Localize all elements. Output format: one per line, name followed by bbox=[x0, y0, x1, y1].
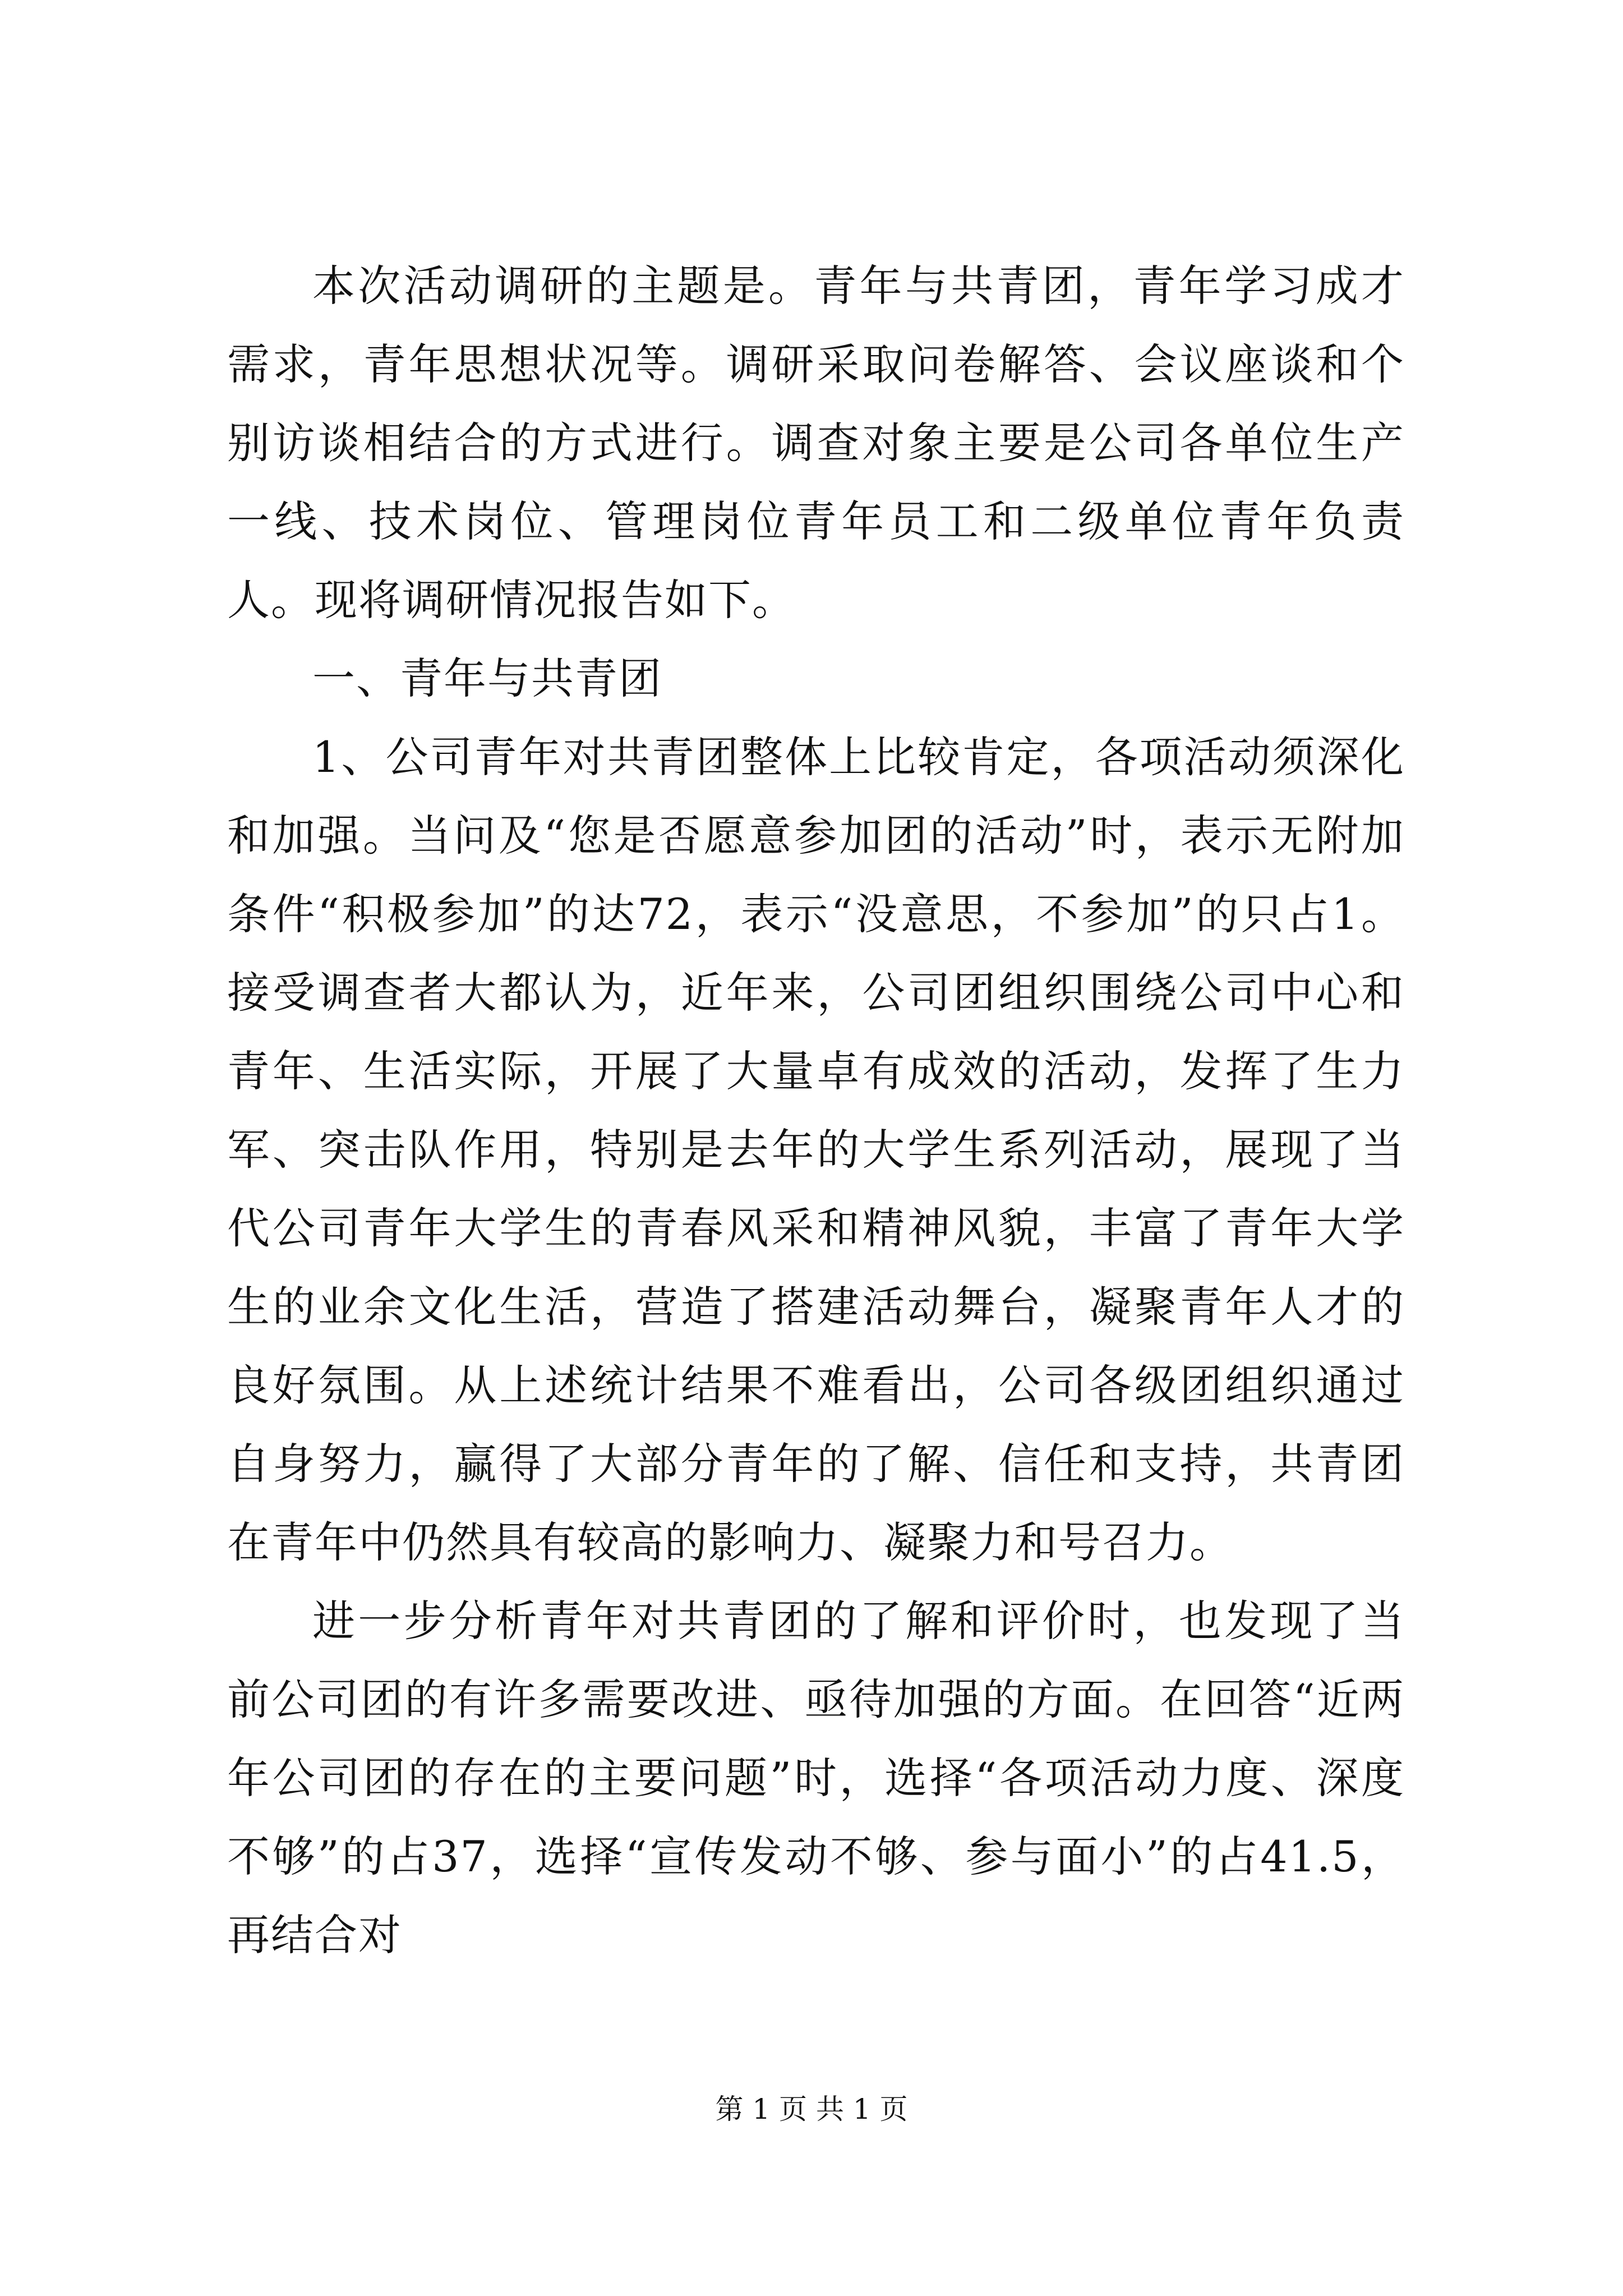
page-footer: 第 1 页 共 1 页 bbox=[715, 2093, 908, 2125]
section-heading: 一、青年与共青团 bbox=[312, 654, 662, 703]
document-body bbox=[227, 247, 1405, 1975]
analysis-paragraph: 进一步分析青年对共青团的了解和评价时，也发现了当前公司团的有许多需要改进、亟待加强的方面。在回答“近两年公司团的存在的主要问题”时，选择“各项活动力度、深度不够”的占37，选择“宣传发动不够、参与面小”的占41.5，再结合对 bbox=[227, 1596, 1405, 1960]
finding-paragraph: 1、公司青年对共青团整体上比较肯定，各项活动须深化和加强。当问及“您是否愿意参加团的活动”时，表示无附加条件“积极参加”的达72，表示“没意思，不参加”的只占1。接受调查者大都认为，近年来，公司团组织围绕公司中心和青年、生活实际，开展了大量卓有成效的活动，发挥了生力军、突击队作用，特别是去年的大学生系列活动，展现了当代公司青年大学生的青春风采和精神风貌，丰富了青年大学生的业余文化生活，营造了搭建活动舞台，凝聚青年人才的良好氛围。从上述统计结果不难看出，公司各级团组织通过自身努力，赢得了大部分青年的了解、信任和支持，共青团在青年中仍然具有较高的影响力、凝聚力和号召力。 bbox=[227, 732, 1405, 1567]
intro-paragraph: 本次活动调研的主题是。青年与共青团，青年学习成才需求，青年思想状况等。调研采取问卷解答、会议座谈和个别访谈相结合的方式进行。调查对象主要是公司各单位生产一线、技术岗位、管理岗位青年员工和二级单位青年负责人。现将调研情况报告如下。 bbox=[227, 261, 1405, 625]
